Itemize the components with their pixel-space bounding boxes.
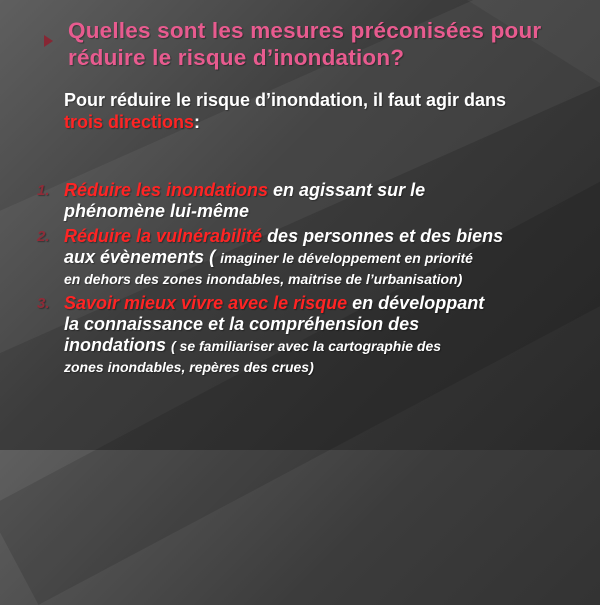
title-arrow-icon: [44, 35, 53, 47]
measure-item-2: [37, 226, 572, 289]
slide-title: [68, 18, 568, 71]
measure-item-2-emphasis: Réduire la vulnérabilité: [64, 226, 263, 246]
measure-item-3-line-1-rest: en développant: [347, 293, 485, 313]
measure-item-2-line-1-rest: des personnes et des biens: [262, 226, 504, 246]
measure-item-2-line-2-note: imaginer le développement en priorité: [220, 250, 473, 266]
measure-item-2-line-3-note: en dehors des zones inondables, maitrise de l’urbanisation): [64, 271, 463, 287]
measure-item-3-line-2: la connaissance et la compréhension des: [64, 314, 420, 334]
measure-marker-3: 3.: [37, 295, 50, 312]
measure-item-3-line-3-note: ( se familiariser avec la cartographie des: [171, 338, 442, 354]
intro-emphasis: trois directions: [64, 112, 195, 132]
measure-item-3-line-3-start: inondations: [64, 335, 171, 355]
measure-item-2-line-2-start: aux évènements (: [64, 247, 221, 267]
measure-list: [37, 180, 572, 377]
slide-title-line-1: Quelles sont les mesures préconisées pour: [68, 18, 542, 43]
measure-marker-1: 1.: [37, 182, 50, 199]
slide-title-line-2: réduire le risque d’inondation?: [68, 44, 405, 70]
measure-item-3-line-4-note: zones inondables, repères des crues): [64, 359, 314, 375]
slide-content: [37, 89, 572, 381]
intro-paragraph: [37, 89, 574, 133]
section-spacer: [37, 133, 572, 180]
intro-after-emphasis: :: [194, 112, 201, 132]
measure-marker-2: 2.: [37, 228, 50, 245]
measure-item-1: [37, 180, 572, 222]
measure-item-3: [37, 293, 572, 377]
intro-line-1: Pour réduire le risque d’inondation, il faut agir dans: [64, 90, 507, 110]
measure-item-1-emphasis: Réduire les inondations: [64, 180, 269, 200]
measure-item-1-line-2: phénomène lui-même: [64, 201, 250, 221]
measure-item-1-line-1-rest: en agissant sur le: [268, 180, 426, 200]
measure-item-3-emphasis: Savoir mieux vivre avec le risque: [64, 293, 348, 313]
